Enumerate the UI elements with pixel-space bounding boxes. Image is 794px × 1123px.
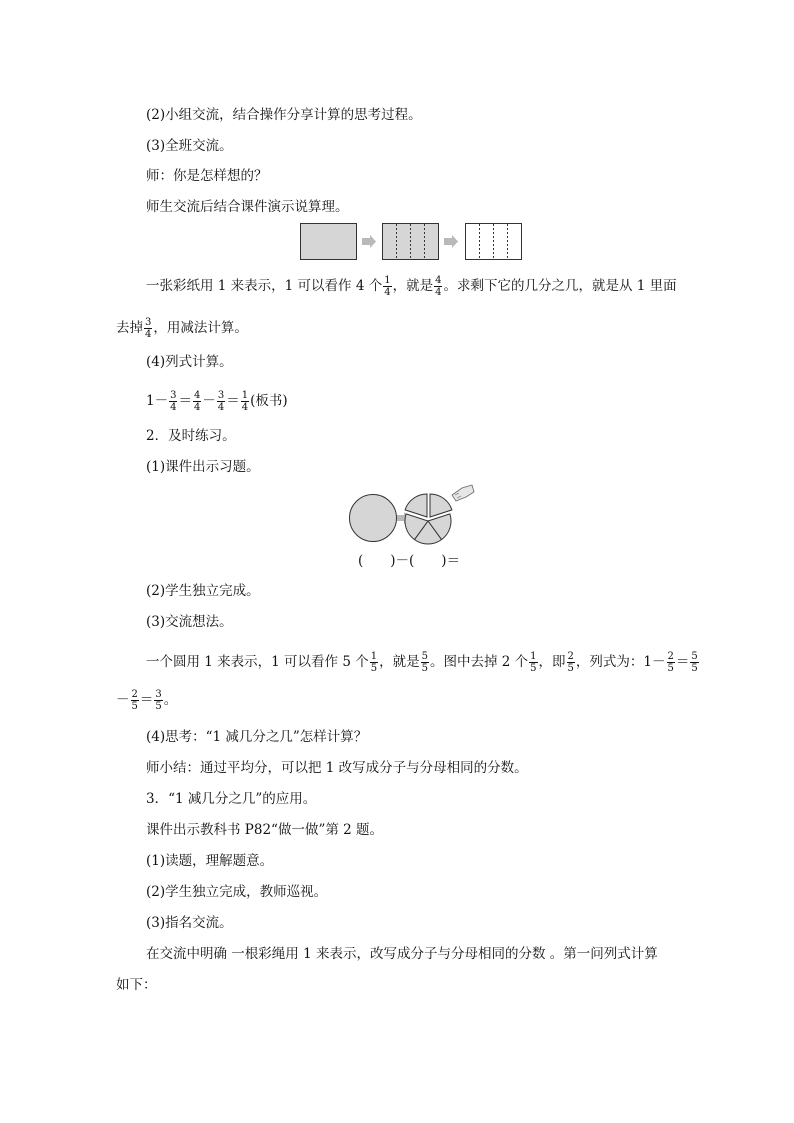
numerator: 4 bbox=[435, 275, 442, 286]
numerator: 3 bbox=[155, 689, 162, 700]
fraction-four-quarters bbox=[434, 275, 442, 298]
text-segment: 。图中去掉 2 个 bbox=[429, 654, 529, 670]
text-segment: ，列式为：1－ bbox=[575, 654, 666, 670]
text-segment: (板书) bbox=[250, 393, 288, 409]
circle-division-diagram bbox=[348, 481, 478, 553]
text-segment: ＝ bbox=[675, 654, 690, 670]
whole-paper bbox=[301, 224, 357, 260]
denominator: 5 bbox=[530, 663, 537, 674]
hand-icon bbox=[452, 485, 474, 501]
numerator: 3 bbox=[145, 317, 152, 328]
denominator: 5 bbox=[691, 663, 698, 674]
text-segment: ＝ bbox=[226, 393, 240, 409]
equation-board bbox=[146, 390, 288, 413]
paragraph-think: (4)思考：“1 减几分之几”怎样计算？ bbox=[146, 729, 368, 745]
numerator: 5 bbox=[421, 651, 428, 662]
fraction-two-fifths bbox=[567, 651, 575, 674]
denominator: 5 bbox=[155, 701, 162, 712]
numerator: 2 bbox=[667, 651, 674, 662]
denominator: 5 bbox=[567, 663, 574, 674]
numerator: 5 bbox=[691, 651, 698, 662]
numerator: 1 bbox=[530, 651, 537, 662]
denominator: 4 bbox=[193, 402, 201, 413]
text-segment: － bbox=[202, 393, 216, 409]
paper-division-diagram bbox=[300, 223, 524, 261]
paragraph-independent: (2)学生独立完成。 bbox=[146, 583, 260, 599]
denominator: 4 bbox=[435, 287, 442, 298]
blank-equation: ( )－( )＝ bbox=[358, 553, 461, 569]
fraction-five-fifths bbox=[421, 651, 429, 674]
arrow-right-1 bbox=[362, 235, 376, 248]
whole-circle bbox=[350, 495, 397, 542]
paragraph-textbook: 课件出示教科书 P82“做一做”第 2 题。 bbox=[146, 822, 384, 838]
denominator: 4 bbox=[145, 329, 152, 340]
text-segment: ，即 bbox=[538, 654, 566, 670]
numerator: 1 bbox=[241, 390, 249, 401]
text-segment: ，用减法计算。 bbox=[153, 320, 248, 336]
fraction-four-quarters bbox=[193, 390, 201, 413]
paragraph-class-exchange: (3)全班交流。 bbox=[146, 138, 233, 154]
circle-five-parts bbox=[405, 494, 452, 544]
paragraph-read: (1)读题，理解题意。 bbox=[146, 853, 274, 869]
fraction-one-fifth bbox=[370, 651, 378, 674]
text-segment: ，就是 bbox=[379, 654, 420, 670]
numerator: 2 bbox=[567, 651, 574, 662]
heading-application: 3．“1 减几分之几”的应用。 bbox=[146, 791, 317, 807]
text-segment: 。求剩下它的几分之几，就是从 1 里面 bbox=[443, 278, 677, 294]
paragraph-exercise: (1)课件出示习题。 bbox=[146, 459, 260, 475]
numerator: 4 bbox=[193, 390, 201, 401]
equation-continued bbox=[116, 689, 177, 712]
paragraph-as-follows: 如下： bbox=[116, 977, 157, 993]
denominator: 5 bbox=[131, 701, 138, 712]
fraction-two-fifths bbox=[131, 689, 139, 712]
text-segment: 去掉 bbox=[116, 320, 143, 336]
paragraph-paper-explain bbox=[146, 275, 677, 298]
text-segment: 一个圆用 1 来表示，1 可以看作 5 个 bbox=[146, 654, 369, 670]
paragraph-circle-explain bbox=[146, 651, 700, 674]
fraction-three-fifths bbox=[154, 689, 162, 712]
paragraph-complete: (2)学生独立完成，教师巡视。 bbox=[146, 884, 328, 900]
numerator: 1 bbox=[370, 651, 378, 662]
denominator: 4 bbox=[241, 402, 249, 413]
numerator: 3 bbox=[170, 390, 177, 401]
fraction-three-quarters bbox=[169, 390, 177, 413]
fraction-five-fifths bbox=[690, 651, 698, 674]
text-segment: 1－ bbox=[146, 393, 169, 409]
paragraph-teacher-question: 师：你是怎样想的？ bbox=[146, 168, 268, 184]
heading-practice: 2．及时练习。 bbox=[146, 428, 236, 444]
numerator: 2 bbox=[131, 689, 138, 700]
denominator: 5 bbox=[667, 663, 674, 674]
text-segment: 一张彩纸用 1 来表示，1 可以看作 4 个 bbox=[146, 278, 383, 294]
denominator: 5 bbox=[370, 663, 378, 674]
paragraph-share-ideas: (3)交流想法。 bbox=[146, 614, 233, 630]
text-segment: ，就是 bbox=[392, 278, 434, 294]
denominator: 4 bbox=[170, 402, 177, 413]
paragraph-teacher-summary: 师小结：通过平均分，可以把 1 改写成分子与分母相同的分数。 bbox=[146, 760, 528, 776]
fraction-three-quarters bbox=[144, 317, 152, 340]
denominator: 4 bbox=[384, 287, 391, 298]
numerator: 3 bbox=[217, 390, 225, 401]
paragraph-compute: (4)列式计算。 bbox=[146, 354, 233, 370]
fraction-one-fifth bbox=[529, 651, 537, 674]
text-segment: 。 bbox=[163, 692, 178, 708]
fraction-one-quarter bbox=[241, 390, 249, 413]
paragraph-named-exchange: (3)指名交流。 bbox=[146, 915, 233, 931]
arrow-right-2 bbox=[444, 235, 458, 248]
denominator: 4 bbox=[217, 402, 225, 413]
text-segment: － bbox=[116, 692, 130, 708]
text-segment: ＝ bbox=[139, 692, 154, 708]
fraction-three-quarters bbox=[217, 390, 225, 413]
paragraph-demo-explain: 师生交流后结合课件演示说算理。 bbox=[146, 199, 349, 215]
text-segment: ＝ bbox=[178, 393, 192, 409]
paragraph-clarify: 在交流中明确 一根彩绳用 1 来表示，改写成分子与分母相同的分数 。第一问列式计算 bbox=[146, 946, 658, 962]
fraction-one-quarter bbox=[383, 275, 391, 298]
numerator: 1 bbox=[384, 275, 391, 286]
denominator: 5 bbox=[421, 663, 428, 674]
paragraph-subtract-three-quarters bbox=[116, 317, 248, 340]
fraction-two-fifths bbox=[667, 651, 675, 674]
paragraph-group-exchange: (2)小组交流，结合操作分享计算的思考过程。 bbox=[146, 107, 422, 123]
